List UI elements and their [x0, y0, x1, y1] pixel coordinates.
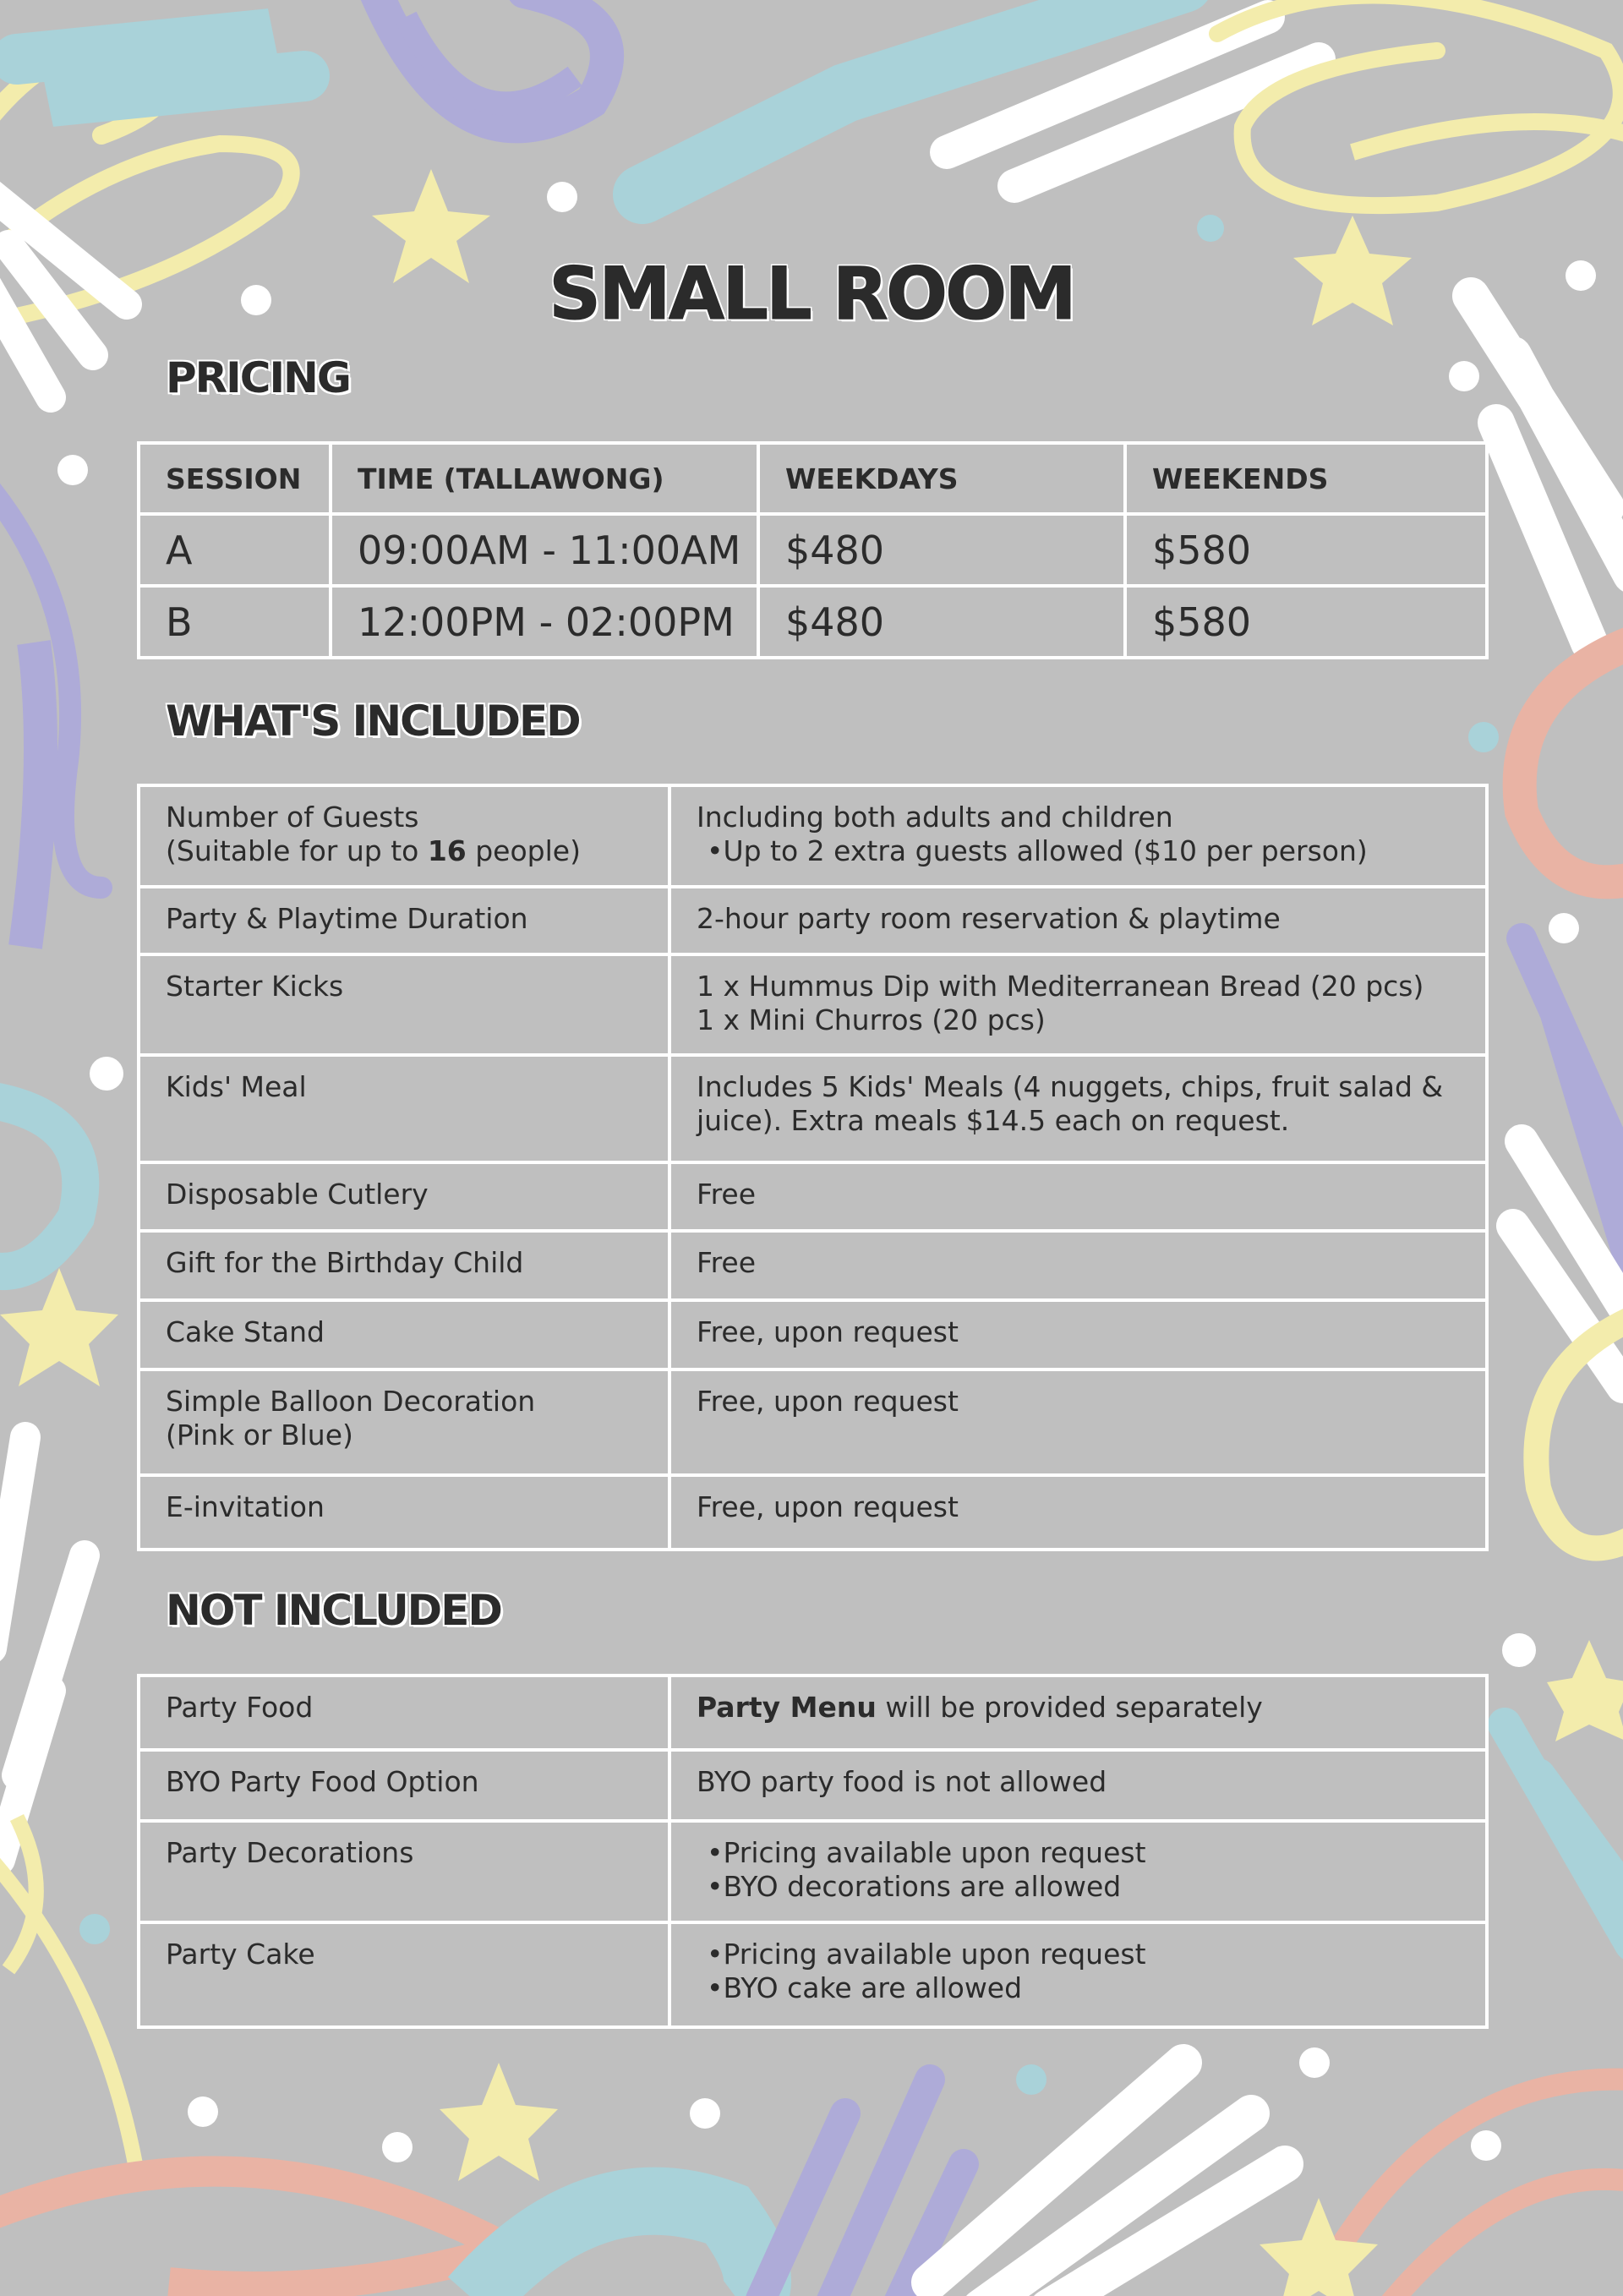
item-label: Simple Balloon Decoration — [166, 1385, 536, 1418]
detail-bullet: • BYO decorations are allowed — [697, 1870, 1460, 1904]
item-label: (Pink or Blue) — [166, 1419, 353, 1451]
table-row — [139, 1055, 1487, 1162]
detail-cell: Free — [669, 1231, 1487, 1300]
table-row — [139, 1369, 1487, 1475]
item-cell: E-invitation — [139, 1475, 669, 1550]
item-cell: Party Decorations — [139, 1821, 669, 1922]
column-header-weekends: WEEKENDS — [1125, 443, 1487, 514]
included-table — [137, 784, 1489, 1551]
weekday-price-cell: $480 — [758, 586, 1125, 658]
detail-cell — [669, 1922, 1487, 2027]
column-header-weekdays: WEEKDAYS — [758, 443, 1125, 514]
session-cell: A — [139, 514, 331, 586]
table-row — [139, 887, 1487, 954]
item-label: Number of Guests — [166, 801, 419, 834]
detail-cell — [669, 1055, 1487, 1162]
table-row — [139, 1300, 1487, 1369]
item-cell: Starter Kicks — [139, 954, 669, 1055]
table-row — [139, 954, 1487, 1055]
detail-bullet: • Up to 2 extra guests allowed ($10 per person) — [697, 834, 1460, 868]
detail-cell — [669, 954, 1487, 1055]
item-note-text: people) — [466, 834, 581, 867]
item-note-text: (Suitable for up to — [166, 834, 428, 867]
detail-text: Includes 5 Kids' Meals (4 nuggets, chips, fruit salad & — [697, 1070, 1444, 1103]
detail-text: 1 x Hummus Dip with Mediterranean Bread (20 pcs) — [697, 970, 1424, 1003]
table-row — [139, 586, 1487, 658]
table-row — [139, 1475, 1487, 1550]
column-header-session: SESSION — [139, 443, 331, 514]
table-row — [139, 514, 1487, 586]
weekday-price-cell: $480 — [758, 514, 1125, 586]
detail-cell: Free — [669, 1162, 1487, 1231]
detail-text: Including both adults and children — [697, 801, 1173, 834]
item-cell: Gift for the Birthday Child — [139, 1231, 669, 1300]
item-cell: Kids' Meal — [139, 1055, 669, 1162]
item-cell: Party Cake — [139, 1922, 669, 2027]
detail-cell: BYO party food is not allowed — [669, 1750, 1487, 1821]
table-row — [139, 1676, 1487, 1750]
time-cell: 09:00AM - 11:00AM — [331, 514, 758, 586]
table-row — [139, 785, 1487, 887]
pricing-table — [137, 441, 1489, 659]
item-note — [166, 834, 642, 868]
item-cell: Disposable Cutlery — [139, 1162, 669, 1231]
weekend-price-cell: $580 — [1125, 586, 1487, 658]
item-cell — [139, 1369, 669, 1475]
item-cell: Party & Playtime Duration — [139, 887, 669, 954]
party-menu-label: Party Menu — [697, 1691, 877, 1724]
detail-cell: Free, upon request — [669, 1369, 1487, 1475]
table-row — [139, 1162, 1487, 1231]
detail-text: 1 x Mini Churros (20 pcs) — [697, 1003, 1046, 1036]
pricing-heading: PRICING — [166, 353, 350, 402]
detail-bullet: • Pricing available upon request — [697, 1836, 1460, 1870]
table-row — [139, 1231, 1487, 1300]
detail-cell: 2-hour party room reservation & playtime — [669, 887, 1487, 954]
detail-cell — [669, 785, 1487, 887]
time-cell: 12:00PM - 02:00PM — [331, 586, 758, 658]
item-cell: Party Food — [139, 1676, 669, 1750]
item-cell — [139, 785, 669, 887]
detail-cell — [669, 1676, 1487, 1750]
page-title: SMALL ROOM — [549, 252, 1074, 336]
item-cell: BYO Party Food Option — [139, 1750, 669, 1821]
detail-cell: Free, upon request — [669, 1475, 1487, 1550]
table-row — [139, 1750, 1487, 1821]
table-row — [139, 1922, 1487, 2027]
not-included-table — [137, 1674, 1489, 2029]
weekend-price-cell: $580 — [1125, 514, 1487, 586]
detail-text: will be provided separately — [876, 1691, 1263, 1724]
detail-bullet: • BYO cake are allowed — [697, 1971, 1460, 2005]
item-cell: Cake Stand — [139, 1300, 669, 1369]
whats-included-heading: WHAT'S INCLUDED — [166, 697, 580, 746]
detail-cell — [669, 1821, 1487, 1922]
guest-limit: 16 — [427, 834, 467, 867]
detail-bullet: • Pricing available upon request — [697, 1938, 1460, 1971]
detail-cell: Free, upon request — [669, 1300, 1487, 1369]
detail-text: juice). Extra meals $14.5 each on request. — [697, 1104, 1290, 1137]
table-row — [139, 1821, 1487, 1922]
not-included-heading: NOT INCLUDED — [166, 1586, 501, 1635]
pricing-header-row — [139, 443, 1487, 514]
session-cell: B — [139, 586, 331, 658]
column-header-time: TIME (TALLAWONG) — [331, 443, 758, 514]
